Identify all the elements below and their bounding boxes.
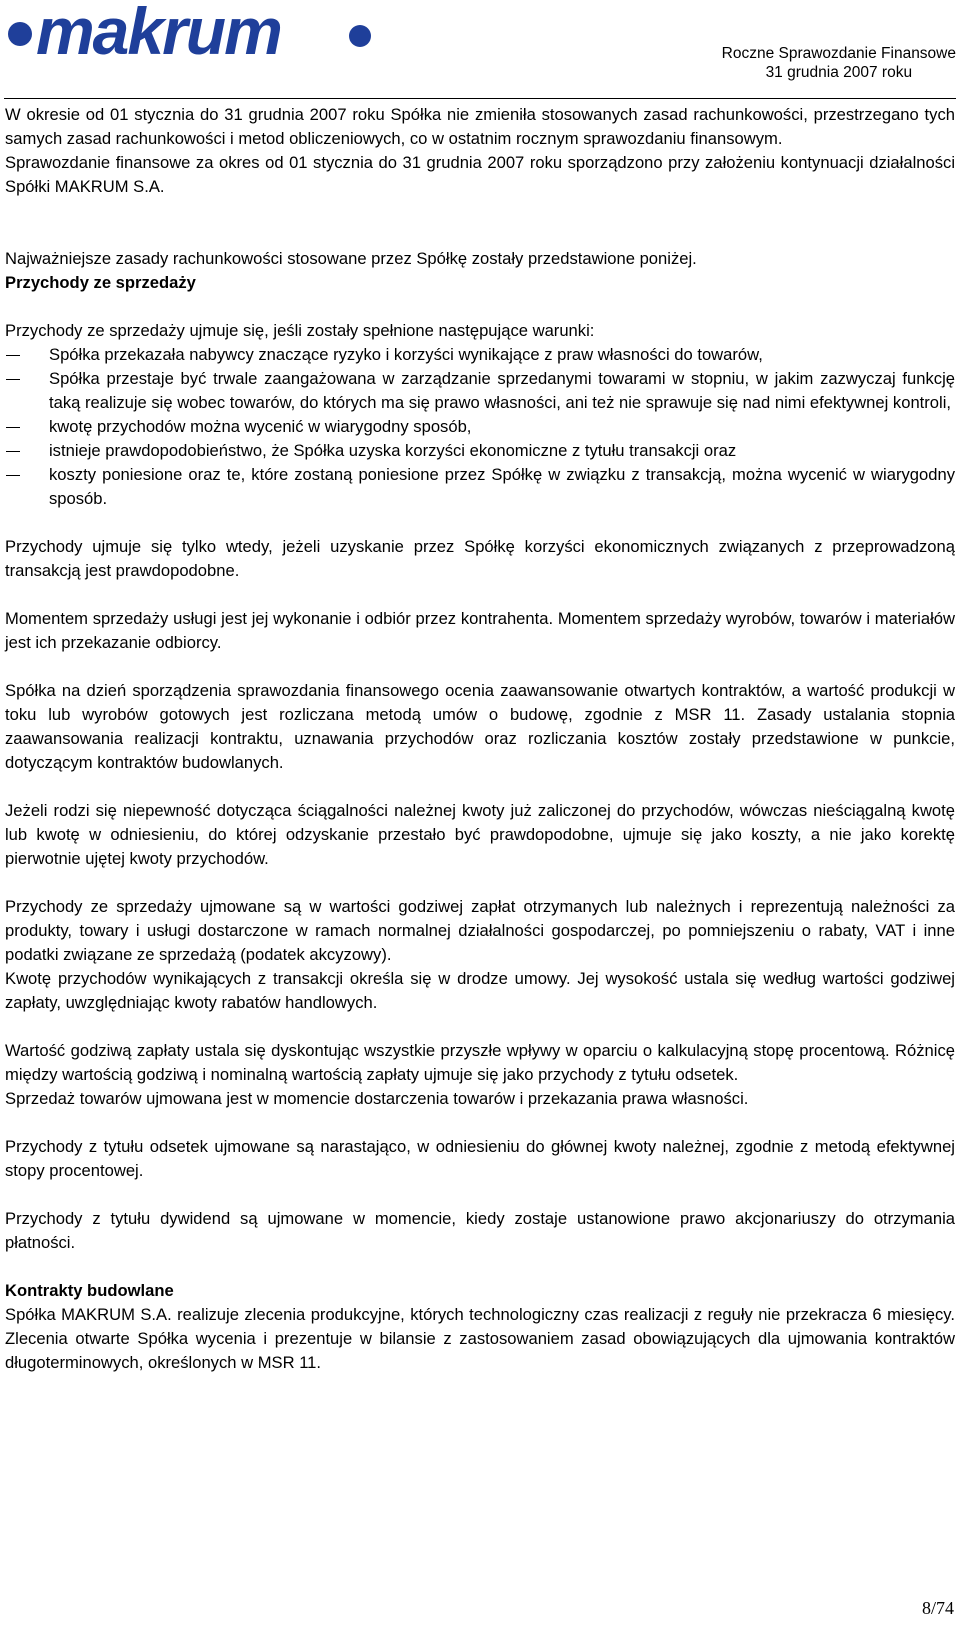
list-item: Spółka przekazała nabywcy znaczące ryzyko i korzyści wynikające z praw własności do towarów, xyxy=(5,343,955,367)
page-number: 8/74 xyxy=(921,1598,954,1618)
section-heading-contracts: Kontrakty budowlane xyxy=(5,1281,174,1300)
paragraph: Wartość godziwą zapłaty ustala się dyskontując wszystkie przyszłe wpływy w oparciu o kalkulacyjną stopę procentową. Różnicę między wartością godziwą i nominalną wartością zapłaty ujmuje się jako przychody z tytułu odsetek. xyxy=(5,1041,955,1084)
paragraph: Spółka na dzień sporządzenia sprawozdania finansowego ocenia zaawansowanie otwartych kontraktów, a wartość produkcji w toku lub wyrobów gotowych jest rozliczana metodą umów o budowę, zgodnie z MSR 11. Zasady ustalania stopnia zaawansowania realizacji kontraktu, uznawania przychodów oraz rozliczania kosztów zostały przedstawione w punkcie, dotyczącym kontraktów budowlanych. xyxy=(5,681,955,772)
document-body xyxy=(5,103,955,1375)
list-item: kwotę przychodów można wycenić w wiarygodny sposób, xyxy=(5,415,955,439)
report-date: 31 grudnia 2007 roku xyxy=(765,64,913,81)
paragraph: Przychody ze sprzedaży ujmowane są w wartości godziwej zapłat otrzymanych lub należnych i reprezentują należności za produkty, towary i usługi dostarczone w ramach normalnej działalności gospodarczej, po pomniejszeniu o rabaty, VAT i inne podatki związane ze sprzedażą (podatek akcyzowy). xyxy=(5,897,955,964)
paragraph: Przychody z tytułu odsetek ujmowane są narastająco, w odniesieniu do głównej kwoty należnej, zgodnie z metodą efektywnej stopy procentowej. xyxy=(5,1137,955,1180)
header-rule xyxy=(4,98,956,99)
logo-text: makrum xyxy=(36,2,281,64)
report-title xyxy=(722,44,956,82)
conditions-list xyxy=(5,343,955,511)
paragraph: Momentem sprzedaży usługi jest jej wykonanie i odbiór przez kontrahenta. Momentem sprzedaży wyrobów, towarów i materiałów jest ich przekazanie odbiorcy. xyxy=(5,609,955,652)
paragraph: Przychody ujmuje się tylko wtedy, jeżeli uzyskanie przez Spółkę korzyści ekonomicznych związanych z przeprowadzoną transakcją jest prawdopodobne. xyxy=(5,537,955,580)
list-item: istnieje prawdopodobieństwo, że Spółka uzyska korzyści ekonomiczne z tytułu transakcji oraz xyxy=(5,439,955,463)
paragraph: Spółka MAKRUM S.A. realizuje zlecenia produkcyjne, których technologiczny czas realizacji z reguły nie przekracza 6 miesięcy. Zlecenia otwarte Spółka wycenia i prezentuje w bilansie z zastosowaniem zasad obowiązujących dla ujmowania kontraktów długoterminowych, określonych w MSR 11. xyxy=(5,1305,955,1372)
list-item: koszty poniesione oraz te, które zostaną poniesione przez Spółkę w związku z transakcją, można wycenić w wiarygodny sposób. xyxy=(5,463,955,511)
list-item: Spółka przestaje być trwale zaangażowana w zarządzanie sprzedanymi towarami w stopniu, w jakim zazwyczaj funkcję taką realizuje się wobec towarów, do których ma się prawo własności, ani też nie sprawuje się nad nimi efektywnej kontroli, xyxy=(5,367,955,415)
report-title-line1: Roczne Sprawozdanie Finansowe xyxy=(721,45,956,62)
paragraph: Sprzedaż towarów ujmowana jest w momencie dostarczenia towarów i przekazania prawa własności. xyxy=(5,1089,749,1108)
section-heading-revenue: Przychody ze sprzedaży xyxy=(5,273,196,292)
paragraph: Jeżeli rodzi się niepewność dotycząca ściągalności należnej kwoty już zaliczonej do przychodów, wówczas nieściągalną kwotę lub kwotę w odniesieniu, do której odzyskanie przestało być prawdopodobne, ujmuje się jako koszty, a nie jako korektę pierwotnie ujętej kwoty przychodów. xyxy=(5,801,955,868)
paragraph: W okresie od 01 stycznia do 31 grudnia 2007 roku Spółka nie zmieniła stosowanych zasad rachunkowości, przestrzegano tych samych zasad rachunkowości i metod obliczeniowych, co w ostatnim rocznym sprawozdaniu finansowym. xyxy=(5,105,955,148)
paragraph: Sprawozdanie finansowe za okres od 01 stycznia do 31 grudnia 2007 roku sporządzono przy założeniu kontynuacji działalności Spółki MAKRUM S.A. xyxy=(5,153,955,196)
paragraph: Przychody ze sprzedaży ujmuje się, jeśli zostały spełnione następujące warunki: xyxy=(5,321,595,340)
page-header xyxy=(0,0,960,100)
paragraph: Kwotę przychodów wynikających z transakcji określa się w drodze umowy. Jej wysokość ustala się według wartości godziwej zapłaty, uwzględniając kwoty rabatów handlowych. xyxy=(5,969,955,1012)
makrum-logo xyxy=(4,2,384,64)
paragraph: Przychody z tytułu dywidend są ujmowane w momencie, kiedy zostaje ustanowione prawo akcjonariuszy do otrzymania płatności. xyxy=(5,1209,955,1252)
paragraph: Najważniejsze zasady rachunkowości stosowane przez Spółkę zostały przedstawione poniżej. xyxy=(5,249,697,268)
